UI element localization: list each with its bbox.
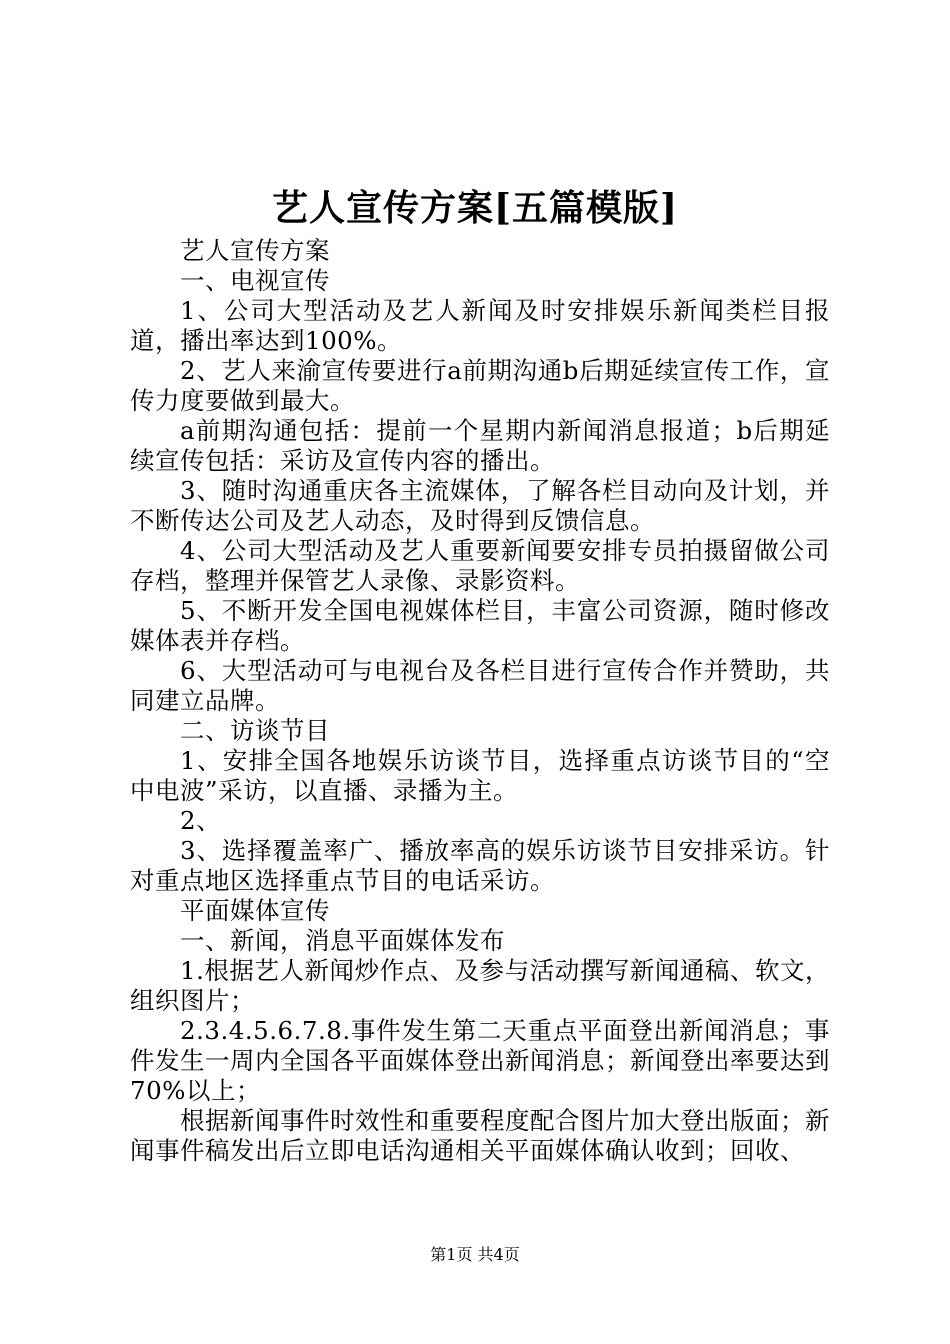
paragraph: 3、随时沟通重庆各主流媒体，了解各栏目动向及计划，并不断传达公司及艺人动态，及时得到反馈信息。 — [130, 476, 830, 535]
paragraph: 一、电视宣传 — [180, 266, 330, 295]
paragraph: 6、大型活动可与电视台及各栏目进行宣传合作并赞助，共同建立品牌。 — [130, 656, 830, 715]
paragraph: 4、公司大型活动及艺人重要新闻要安排专员拍摄留做公司存档，整理并保管艺人录像、录影资料。 — [130, 536, 830, 595]
paragraph: 1.根据艺人新闻炒作点、及参与活动撰写新闻通稿、软文，组织图片； — [130, 956, 830, 1015]
paragraph: 一、新闻，消息平面媒体发布 — [180, 926, 505, 955]
paragraph: a前期沟通包括：提前一个星期内新闻消息报道；b后期延续宣传包括：采访及宣传内容的播出。 — [130, 416, 830, 475]
paragraph: 2.3.4.5.6.7.8.事件发生第二天重点平面登出新闻消息；事件发生一周内全国各平面媒体登出新闻消息；新闻登出率要达到70%以上； — [130, 1016, 830, 1105]
page-number: 第1页 共4页 — [430, 1245, 520, 1264]
paragraph: 平面媒体宣传 — [180, 896, 330, 925]
paragraph: 2、艺人来渝宣传要进行a前期沟通b后期延续宣传工作，宣传力度要做到最大。 — [130, 356, 830, 415]
paragraph: 根据新闻事件时效性和重要程度配合图片加大登出版面；新闻事件稿发出后立即电话沟通相关平面媒体确认收到；回收、 — [130, 1106, 830, 1165]
paragraph: 2、 — [180, 806, 222, 835]
paragraph: 1、安排全国各地娱乐访谈节目，选择重点访谈节目的“空中电波”采访，以直播、录播为主。 — [130, 746, 830, 805]
page-title: 艺人宣传方案[五篇模版] — [271, 187, 679, 229]
paragraph: 1、公司大型活动及艺人新闻及时安排娱乐新闻类栏目报道，播出率达到100%。 — [130, 296, 830, 355]
paragraph: 5、不断开发全国电视媒体栏目，丰富公司资源，随时修改媒体表并存档。 — [130, 596, 830, 655]
paragraph: 艺人宣传方案 — [180, 236, 330, 265]
paragraph: 二、访谈节目 — [180, 716, 330, 745]
document-body — [130, 236, 830, 1166]
paragraph: 3、选择覆盖率广、播放率高的娱乐访谈节目安排采访。针对重点地区选择重点节目的电话采访。 — [130, 836, 830, 895]
